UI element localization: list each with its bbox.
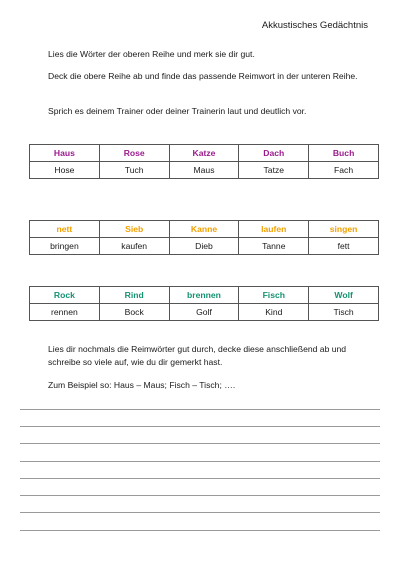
rhyme-table-top-row xyxy=(30,145,379,162)
rhyme-word: Tuch xyxy=(99,162,169,179)
rhyme-table-bottom-row xyxy=(30,162,379,179)
rhyme-word: Golf xyxy=(169,304,239,321)
rhyme-word: Tatze xyxy=(239,162,309,179)
rhyme-table-bottom-row xyxy=(30,304,379,321)
writing-line[interactable] xyxy=(20,461,380,462)
rhyme-word: Maus xyxy=(169,162,239,179)
rhyme-table-top-row xyxy=(30,221,379,238)
rhyme-table-2 xyxy=(29,220,379,255)
rhyme-word: Dieb xyxy=(169,238,239,255)
top-word: nett xyxy=(30,221,100,238)
rhyme-word: rennen xyxy=(30,304,100,321)
top-word: laufen xyxy=(239,221,309,238)
top-word: Rose xyxy=(99,145,169,162)
top-word: Rind xyxy=(99,287,169,304)
top-word: Dach xyxy=(239,145,309,162)
top-word: Buch xyxy=(309,145,379,162)
writing-line[interactable] xyxy=(20,512,380,513)
writing-line[interactable] xyxy=(20,426,380,427)
rhyme-table-top-row xyxy=(30,287,379,304)
rhyme-word: Bock xyxy=(99,304,169,321)
top-word: Rock xyxy=(30,287,100,304)
top-word: singen xyxy=(309,221,379,238)
rhyme-word: Tisch xyxy=(309,304,379,321)
writing-line[interactable] xyxy=(20,409,380,410)
instruction-1: Lies die Wörter der oberen Reihe und merk sie dir gut. xyxy=(48,49,255,59)
top-word: brennen xyxy=(169,287,239,304)
rhyme-table-1 xyxy=(29,144,379,179)
rhyme-table-bottom-row xyxy=(30,238,379,255)
top-word: Wolf xyxy=(309,287,379,304)
rhyme-table-3 xyxy=(29,286,379,321)
rhyme-word: Hose xyxy=(30,162,100,179)
instruction-3: Sprich es deinem Trainer oder deiner Trainerin laut und deutlich vor. xyxy=(48,106,307,116)
top-word: Haus xyxy=(30,145,100,162)
top-word: Katze xyxy=(169,145,239,162)
closing-instruction: Lies dir nochmals die Reimwörter gut durch, decke diese anschließend ab und schreibe so viele auf, wie du dir gemerkt hast. xyxy=(48,344,347,367)
rhyme-word: Kind xyxy=(239,304,309,321)
example-line: Zum Beispiel so: Haus – Maus; Fisch – Tisch; …. xyxy=(48,380,236,390)
top-word: Kanne xyxy=(169,221,239,238)
writing-line[interactable] xyxy=(20,530,380,531)
top-word: Sieb xyxy=(99,221,169,238)
rhyme-word: bringen xyxy=(30,238,100,255)
page-title: Akkustisches Gedächtnis xyxy=(261,20,368,31)
rhyme-word: Fach xyxy=(309,162,379,179)
rhyme-word: Tanne xyxy=(239,238,309,255)
instruction-2: Deck die obere Reihe ab und finde das passende Reimwort in der unteren Reihe. xyxy=(48,71,358,81)
rhyme-word: fett xyxy=(309,238,379,255)
writing-line[interactable] xyxy=(20,443,380,444)
writing-line[interactable] xyxy=(20,478,380,479)
top-word: Fisch xyxy=(239,287,309,304)
writing-line[interactable] xyxy=(20,495,380,496)
rhyme-word: kaufen xyxy=(99,238,169,255)
